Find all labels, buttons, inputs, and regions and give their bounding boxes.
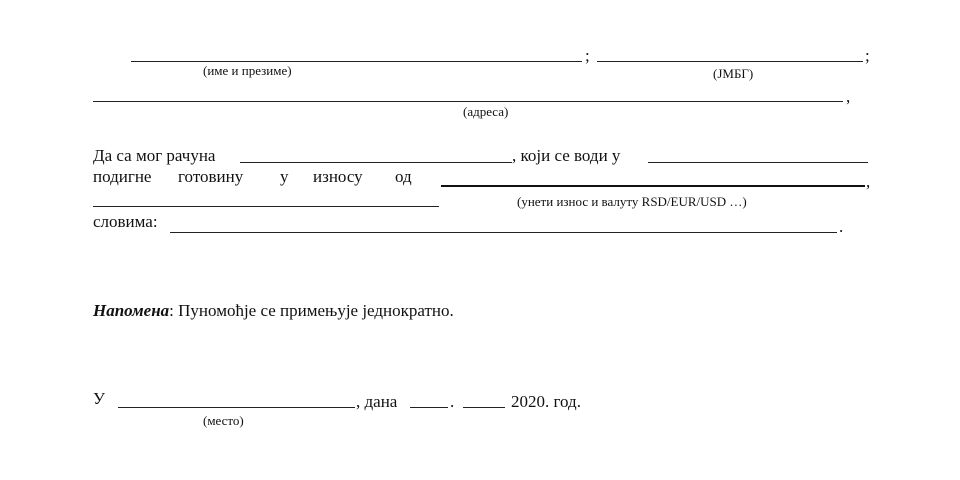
address-field[interactable] [93, 101, 843, 102]
bank-field[interactable] [648, 162, 868, 163]
note-text: : Пуномоћје се примењује једнократно. [169, 301, 454, 320]
withdraw-word: подигне [93, 167, 152, 186]
withdraw-word: готовину [178, 167, 244, 186]
amount-words-period: . [839, 217, 844, 236]
withdraw-word: од [395, 167, 412, 186]
amount-field[interactable] [441, 185, 865, 187]
place-caption: (место) [203, 413, 244, 428]
amount-comma: , [866, 172, 871, 191]
note-label: Напомена [93, 301, 170, 320]
withdraw-word: износу [313, 167, 363, 186]
note-paragraph [93, 301, 454, 321]
name-field[interactable] [131, 61, 582, 62]
year-text: 2020. год. [511, 392, 581, 411]
address-caption: (адреса) [463, 104, 509, 119]
month-field[interactable] [463, 407, 505, 408]
date-dot: . [450, 392, 455, 411]
amount-words-field[interactable] [170, 232, 837, 233]
separator-semicolon: ; [585, 46, 590, 65]
account-prefix-text: Да са мог рачуна [93, 146, 216, 165]
name-caption: (име и презиме) [203, 63, 292, 78]
account-number-field[interactable] [240, 162, 512, 163]
withdraw-word: у [280, 167, 289, 186]
separator-semicolon: ; [865, 46, 870, 65]
account-bank-text: , који се води у [512, 146, 621, 165]
place-field[interactable] [118, 407, 355, 408]
day-field[interactable] [410, 407, 448, 408]
amount-caption: (унети износ и валуту RSD/EUR/USD …) [517, 194, 747, 209]
place-prefix: У [93, 389, 106, 408]
date-label: , дана [356, 392, 398, 411]
amount-continuation-field[interactable] [93, 206, 439, 207]
address-comma: , [846, 87, 851, 106]
amount-words-label: словима: [93, 212, 158, 231]
jmbg-field[interactable] [597, 61, 863, 62]
jmbg-caption: (ЈМБГ) [713, 66, 754, 81]
